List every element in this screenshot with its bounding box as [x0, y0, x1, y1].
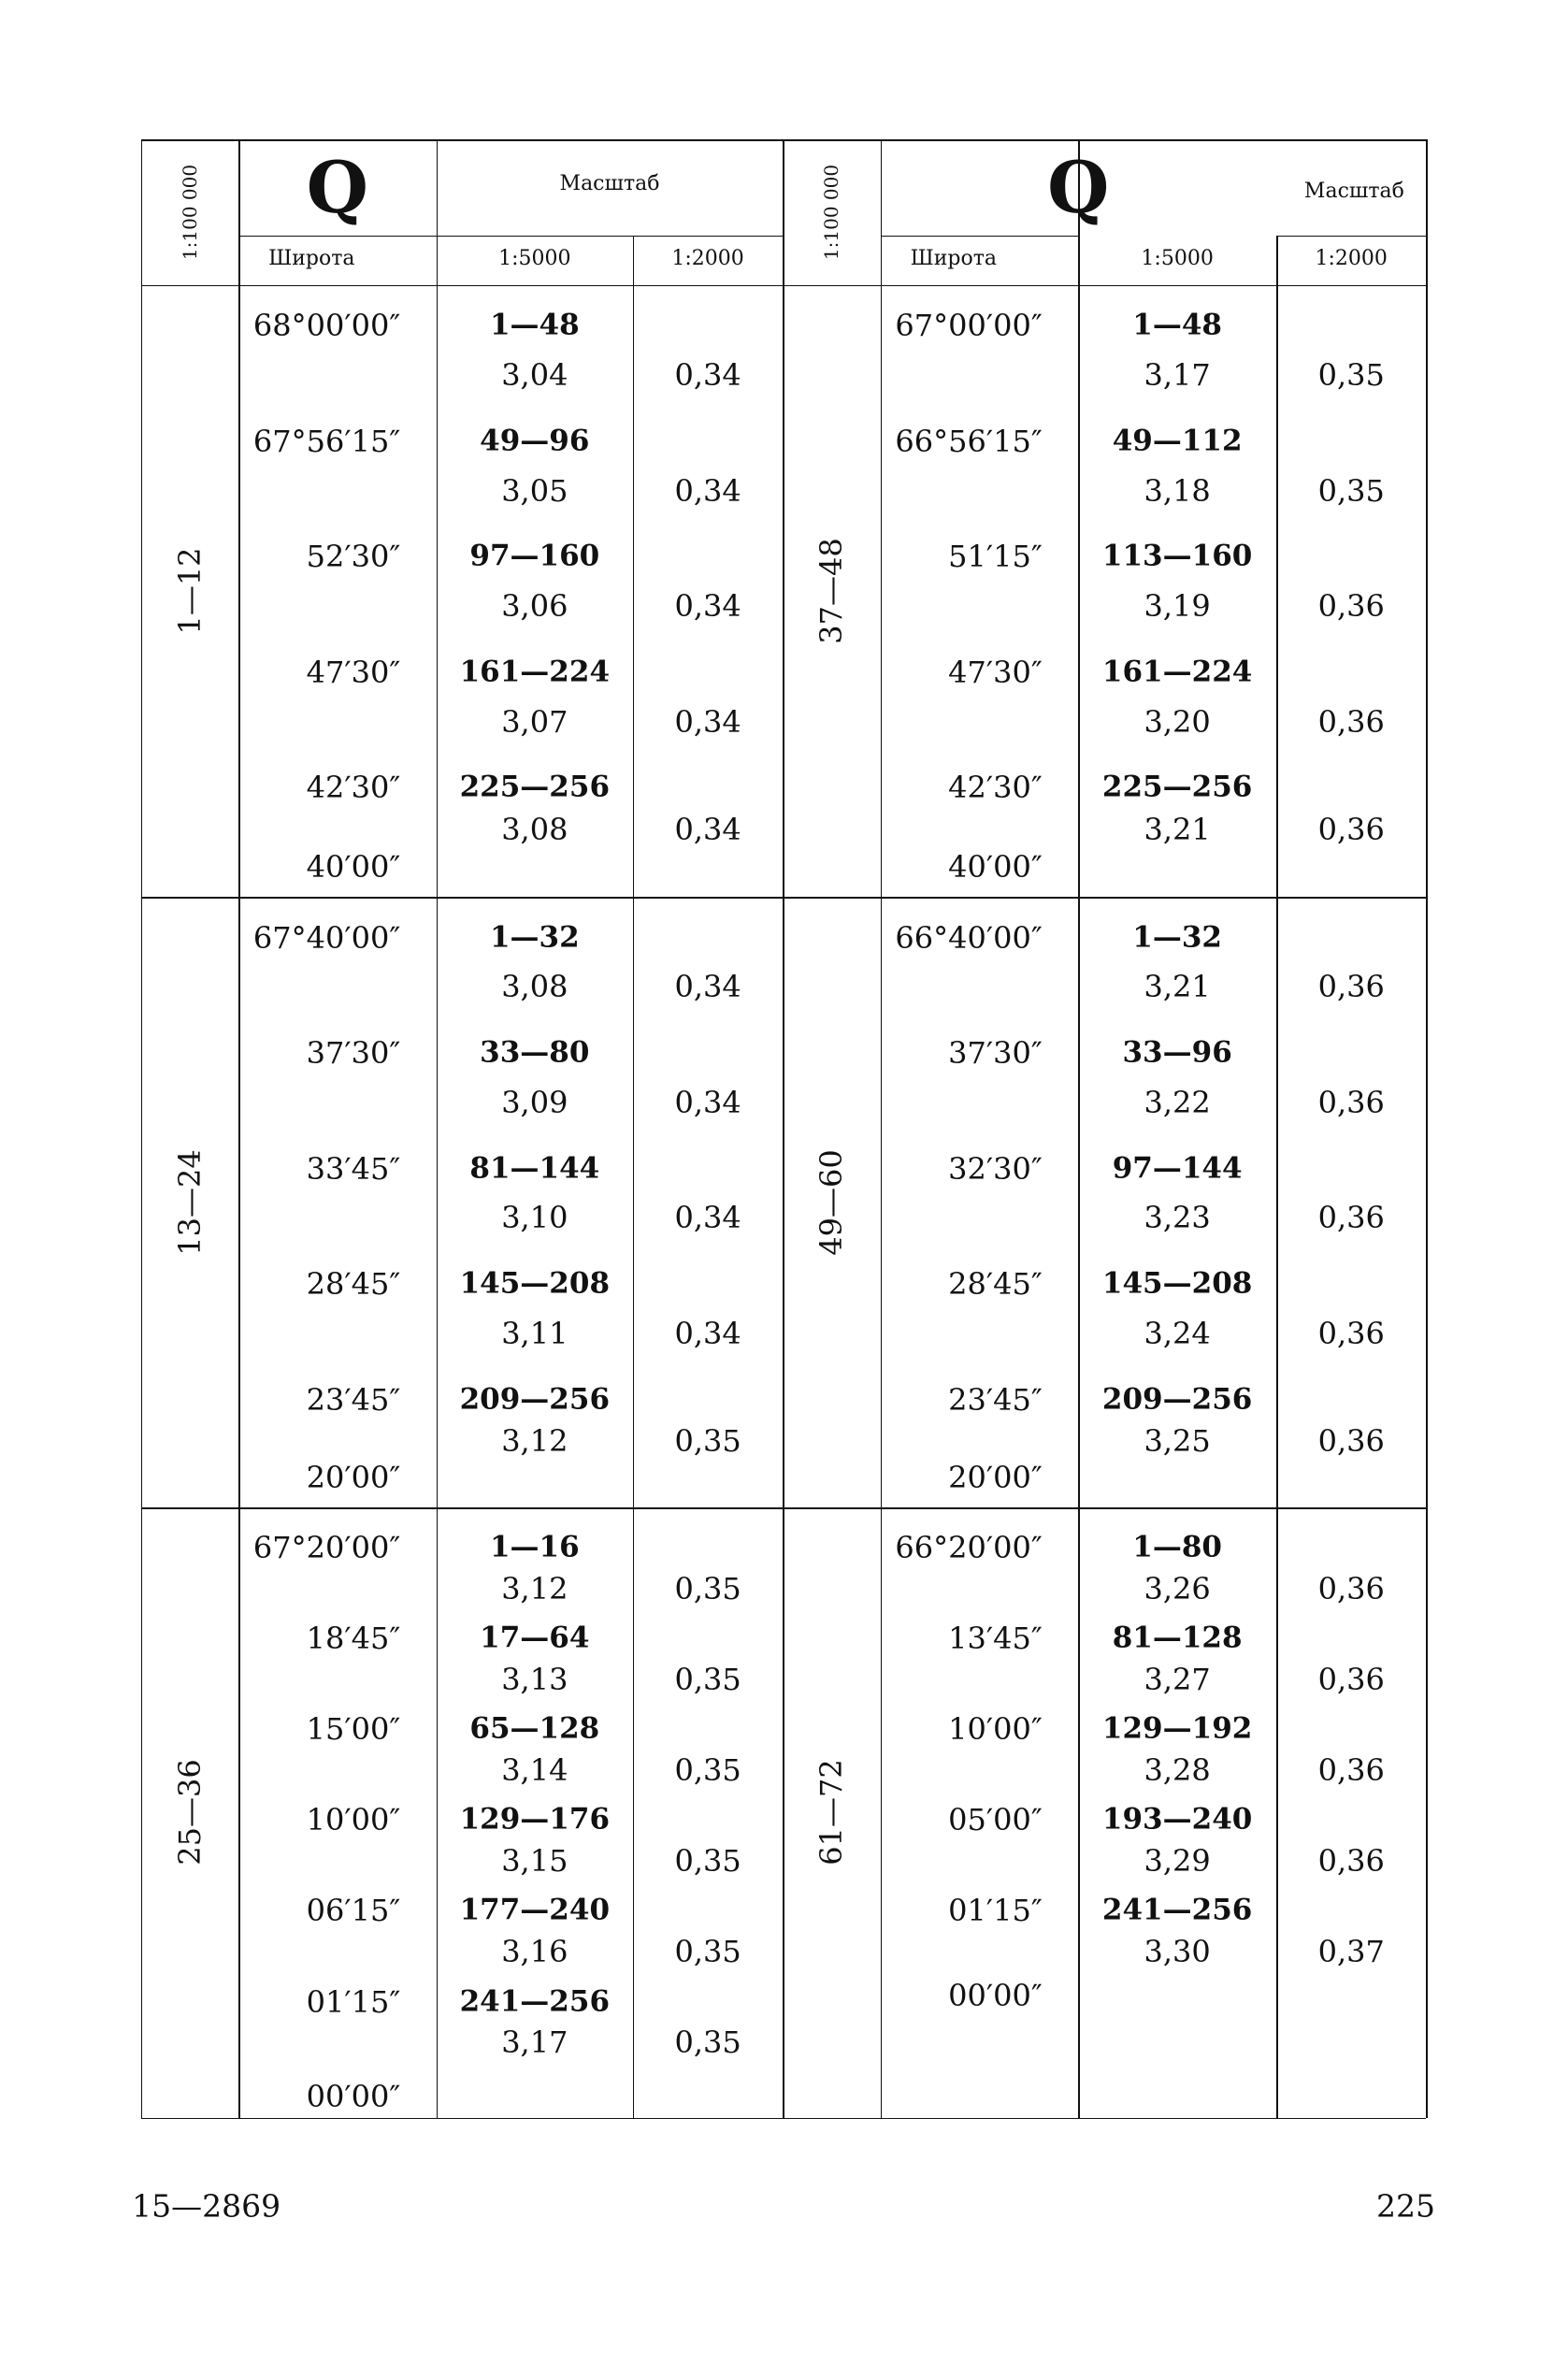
sheet-range: 145—208	[459, 1266, 611, 1301]
value-1-5000: 3,04	[501, 357, 568, 393]
value-1-2000: 0,36	[1317, 1842, 1385, 1879]
value-1-2000: 0,35	[1317, 472, 1385, 509]
latitude-end-value: 40′00″	[948, 849, 1043, 886]
value-1-5000: 3,16	[501, 1933, 568, 1969]
value-1-2000: 0,34	[674, 1200, 741, 1236]
value-1-2000: 0,36	[1317, 969, 1385, 1005]
sheet-range: 225—256	[1101, 770, 1253, 804]
latitude-end-value: 00′00″	[306, 2079, 401, 2115]
sheet-range: 1—32	[1132, 920, 1222, 954]
latitude-value: 32′30″	[948, 1150, 1043, 1187]
sheet-group-label: 25—36	[171, 1759, 208, 1866]
sheet-range: 193—240	[1101, 1802, 1253, 1837]
latitude-end-value: 20′00″	[948, 1459, 1043, 1495]
latitude-value: 33′45″	[306, 1150, 401, 1187]
latitude-value: 06′15″	[306, 1893, 401, 1929]
latitude-header: Широта	[910, 247, 998, 271]
value-1-2000: 0,36	[1317, 1570, 1385, 1607]
column-rule	[238, 139, 240, 2118]
latitude-value: 10′00″	[948, 1711, 1043, 1748]
value-1-2000: 0,34	[674, 472, 741, 509]
column-rule	[1426, 139, 1428, 2118]
sheet-range: 161—224	[1101, 655, 1253, 689]
scale-1-100000-label: 1:100 000	[820, 164, 843, 261]
value-1-5000: 3,28	[1144, 1751, 1211, 1788]
latitude-end-value: 00′00″	[948, 1978, 1043, 2014]
sheet-range: 209—256	[1101, 1382, 1253, 1417]
sheet-group-label: 13—24	[171, 1148, 208, 1256]
latitude-value: 23′45″	[306, 1381, 401, 1418]
column-1-5000-header: 1:5000	[1141, 247, 1214, 271]
value-1-2000: 0,37	[1317, 1933, 1385, 1969]
value-1-5000: 3,30	[1144, 1933, 1211, 1969]
latitude-value: 15′00″	[306, 1711, 401, 1748]
sheet-range: 97—160	[469, 539, 600, 573]
value-1-5000: 3,29	[1144, 1842, 1211, 1879]
latitude-value: 18′45″	[306, 1621, 401, 1657]
sheet-range: 97—144	[1112, 1151, 1243, 1186]
value-1-2000: 0,35	[674, 1933, 741, 1969]
latitude-value: 47′30″	[948, 654, 1043, 690]
sheet-range: 49—96	[480, 424, 590, 458]
column-1-2000-header: 1:2000	[671, 247, 744, 271]
header-mid-rule	[238, 236, 783, 238]
value-1-5000: 3,14	[501, 1751, 568, 1788]
latitude-value: 37′30″	[948, 1035, 1043, 1071]
latitude-value: 13′45″	[948, 1621, 1043, 1657]
scale-header: Масштаб	[559, 172, 660, 196]
value-1-2000: 0,36	[1317, 1661, 1385, 1697]
header-mid-rule	[1276, 236, 1426, 238]
scale-header: Масштаб	[1303, 180, 1404, 204]
value-1-5000: 3,12	[501, 1423, 568, 1460]
value-1-5000: 3,15	[501, 1842, 568, 1879]
value-1-2000: 0,36	[1317, 1200, 1385, 1236]
sheet-range: 33—96	[1122, 1035, 1232, 1070]
column-rule	[783, 139, 784, 2118]
sheet-range: 1—48	[1132, 308, 1222, 342]
value-1-5000: 3,18	[1144, 472, 1211, 509]
latitude-value: 67°56′15″	[252, 423, 401, 459]
latitude-value: 42′30″	[948, 770, 1043, 806]
column-rule	[881, 139, 883, 2118]
signature-mark: 15—2869	[132, 2187, 281, 2225]
column-rule	[1276, 236, 1278, 2118]
value-1-5000: 3,20	[1144, 703, 1211, 740]
value-1-5000: 3,12	[501, 1570, 568, 1607]
value-1-2000: 0,36	[1317, 1315, 1385, 1351]
value-1-5000: 3,26	[1144, 1570, 1211, 1607]
value-1-2000: 0,34	[674, 969, 741, 1005]
latitude-value: 37′30″	[306, 1035, 401, 1071]
value-1-2000: 0,36	[1317, 588, 1385, 625]
value-1-5000: 3,23	[1144, 1200, 1211, 1236]
column-1-5000-header: 1:5000	[498, 247, 571, 271]
page-number: 225	[1376, 2187, 1436, 2225]
value-1-5000: 3,09	[501, 1084, 568, 1120]
sheet-range: 1—48	[489, 308, 580, 342]
latitude-value: 51′15″	[948, 539, 1043, 575]
sheet-group-label: 49—60	[813, 1148, 850, 1256]
value-1-2000: 0,35	[674, 2024, 741, 2060]
sheet-range: 241—256	[1101, 1893, 1253, 1927]
latitude-value: 66°20′00″	[895, 1530, 1043, 1566]
latitude-value: 68°00′00″	[252, 308, 401, 344]
latitude-header: Широта	[268, 247, 355, 271]
value-1-5000: 3,07	[501, 703, 568, 740]
latitude-value: 67°40′00″	[252, 919, 401, 956]
latitude-value: 67°20′00″	[252, 1530, 401, 1566]
value-1-5000: 3,25	[1144, 1423, 1211, 1460]
sheet-range: 241—256	[459, 1984, 611, 2019]
latitude-value: 28′45″	[306, 1266, 401, 1303]
sheet-symbol-q: Q	[1047, 145, 1110, 229]
latitude-value: 05′00″	[948, 1802, 1043, 1838]
value-1-2000: 0,36	[1317, 703, 1385, 740]
latitude-value: 66°56′15″	[895, 423, 1043, 459]
sheet-range: 81—128	[1112, 1621, 1243, 1655]
value-1-5000: 3,21	[1144, 812, 1211, 847]
column-rule	[437, 139, 439, 2118]
sheet-range: 161—224	[459, 655, 611, 689]
value-1-2000: 0,35	[674, 1423, 741, 1460]
latitude-end-value: 20′00″	[306, 1459, 401, 1495]
sheet-range: 81—144	[469, 1151, 600, 1186]
value-1-5000: 3,05	[501, 472, 568, 509]
sheet-range: 113—160	[1101, 539, 1253, 573]
latitude-value: 67°00′00″	[895, 308, 1043, 344]
value-1-2000: 0,34	[674, 812, 741, 847]
value-1-2000: 0,36	[1317, 1423, 1385, 1460]
value-1-2000: 0,35	[1317, 357, 1385, 393]
value-1-5000: 3,06	[501, 588, 568, 625]
value-1-5000: 3,24	[1144, 1315, 1211, 1351]
value-1-2000: 0,36	[1317, 812, 1385, 847]
value-1-2000: 0,34	[674, 1084, 741, 1120]
value-1-2000: 0,34	[674, 1315, 741, 1351]
latitude-value: 23′45″	[948, 1381, 1043, 1418]
value-1-5000: 3,19	[1144, 588, 1211, 625]
sheet-range: 129—176	[459, 1802, 611, 1837]
latitude-end-value: 40′00″	[306, 849, 401, 886]
sheet-group-label: 37—48	[813, 538, 850, 644]
sheet-range: 65—128	[469, 1711, 600, 1746]
sheet-symbol-q: Q	[306, 145, 368, 229]
column-rule	[633, 236, 635, 2118]
value-1-2000: 0,34	[674, 703, 741, 740]
sheet-range: 33—80	[480, 1035, 590, 1070]
value-1-2000: 0,34	[674, 357, 741, 393]
sheet-range: 49—112	[1112, 424, 1243, 458]
value-1-5000: 3,17	[501, 2024, 568, 2060]
value-1-5000: 3,08	[501, 969, 568, 1005]
column-rule	[1078, 139, 1080, 2118]
sheet-range: 1—80	[1132, 1530, 1222, 1564]
value-1-5000: 3,21	[1144, 969, 1211, 1005]
value-1-5000: 3,27	[1144, 1661, 1211, 1697]
value-1-5000: 3,22	[1144, 1084, 1211, 1120]
sheet-range: 209—256	[459, 1382, 611, 1417]
latitude-value: 66°40′00″	[895, 919, 1043, 956]
table-border-bottom	[141, 2118, 1427, 2120]
value-1-5000: 3,08	[501, 812, 568, 847]
latitude-value: 01′15″	[948, 1893, 1043, 1929]
value-1-5000: 3,11	[501, 1315, 568, 1351]
latitude-value: 47′30″	[306, 654, 401, 690]
sheet-range: 225—256	[459, 770, 611, 804]
latitude-value: 10′00″	[306, 1802, 401, 1838]
sheet-range: 1—32	[489, 920, 580, 954]
value-1-2000: 0,35	[674, 1570, 741, 1607]
column-1-2000-header: 1:2000	[1315, 247, 1388, 271]
scale-1-100000-label: 1:100 000	[178, 164, 201, 261]
value-1-2000: 0,36	[1317, 1751, 1385, 1788]
latitude-value: 01′15″	[306, 1983, 401, 2020]
value-1-2000: 0,36	[1317, 1084, 1385, 1120]
latitude-value: 52′30″	[306, 539, 401, 575]
sheet-range: 177—240	[459, 1893, 611, 1927]
header-mid-rule	[881, 236, 1079, 238]
value-1-5000: 3,13	[501, 1661, 568, 1697]
sheet-range: 145—208	[1101, 1266, 1253, 1301]
latitude-value: 42′30″	[306, 770, 401, 806]
value-1-2000: 0,35	[674, 1842, 741, 1879]
sheet-group-label: 1—12	[171, 547, 208, 635]
value-1-2000: 0,35	[674, 1661, 741, 1697]
value-1-5000: 3,17	[1144, 357, 1211, 393]
sheet-range: 17—64	[480, 1621, 590, 1655]
latitude-value: 28′45″	[948, 1266, 1043, 1303]
value-1-5000: 3,10	[501, 1200, 568, 1236]
sheet-group-label: 61—72	[813, 1759, 850, 1866]
column-rule	[141, 139, 143, 2118]
value-1-2000: 0,35	[674, 1751, 741, 1788]
value-1-2000: 0,34	[674, 588, 741, 625]
sheet-range: 129—192	[1101, 1711, 1253, 1746]
sheet-range: 1—16	[489, 1530, 580, 1564]
